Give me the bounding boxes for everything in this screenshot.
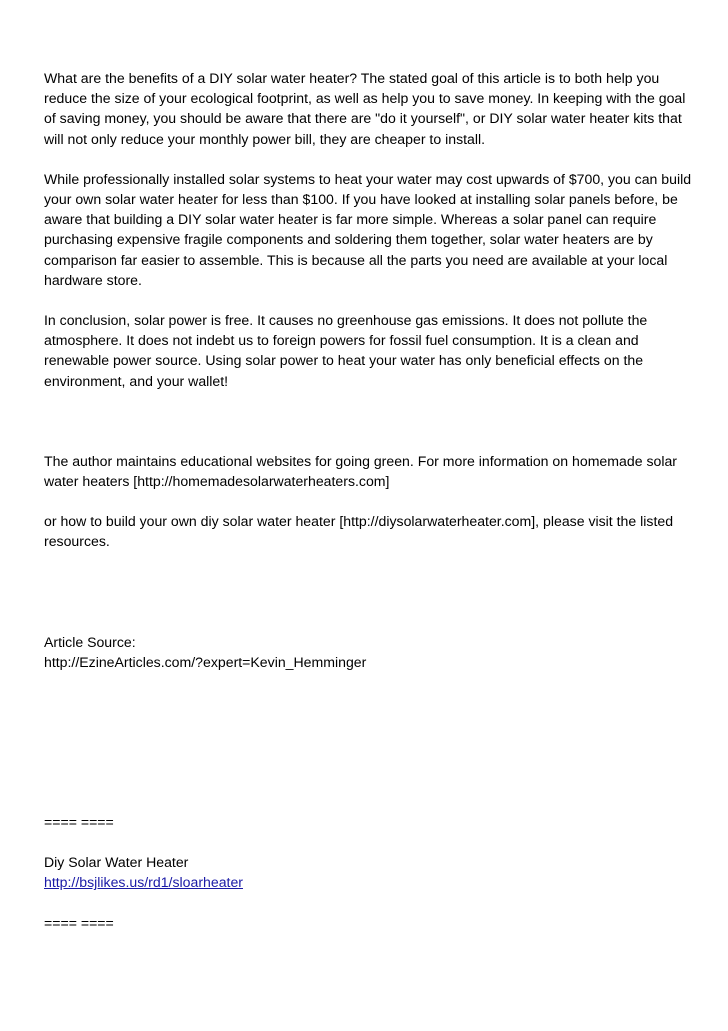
spacer	[44, 491, 694, 511]
spacer	[44, 290, 694, 310]
article-source-url: http://EzineArticles.com/?expert=Kevin_Hemminger	[44, 653, 367, 670]
spacer	[44, 149, 694, 169]
spacer	[44, 832, 694, 852]
spacer	[44, 552, 694, 632]
article-source-label: Article Source:	[44, 633, 136, 650]
spacer	[44, 672, 694, 812]
document-page	[44, 68, 694, 933]
separator-bottom: ==== ====	[44, 914, 114, 931]
article-paragraph-3: In conclusion, solar power is free. It causes no greenhouse gas emissions. It does not pollute the atmosphere. It does not indebt us to foreign powers for fossil fuel consumption. It is a clean and renewable power source. Using solar power to heat your water has only beneficial effects on the environment, and your wallet!	[44, 312, 648, 389]
spacer	[44, 893, 694, 913]
promo-title: Diy Solar Water Heater	[44, 854, 189, 871]
article-paragraph-1: What are the benefits of a DIY solar water heater? The stated goal of this article is to both help you reduce the size of your ecological footprint, as well as help you to save money. In keeping with the goal of saving money, you should be aware that there are "do it yourself", or DIY solar water heater kits that will not only reduce your monthly power bill, they are cheaper to install.	[44, 70, 686, 147]
spacer	[44, 391, 694, 451]
separator-top: ==== ====	[44, 814, 114, 831]
author-bio-continued: or how to build your own diy solar water heater [http://diysolarwaterheater.com], please visit the listed resources.	[44, 513, 674, 550]
promo-link[interactable]: http://bsjlikes.us/rd1/sloarheater	[44, 874, 243, 891]
author-bio: The author maintains educational websites for going green. For more information on homemade solar water heaters [http://homemadesolarwaterheaters.com]	[44, 452, 677, 490]
article-paragraph-2: While professionally installed solar systems to heat your water may cost upwards of $700, you can build your own solar water heater for less than $100. If you have looked at installing solar panels before, be aware that building a DIY solar water heater is far more simple. Whereas a solar panel can require purchasing expensive fragile components and soldering them together, solar water heaters are by comparison far easier to assemble. This is because all the parts you need are available at your local hardware store.	[44, 170, 692, 288]
